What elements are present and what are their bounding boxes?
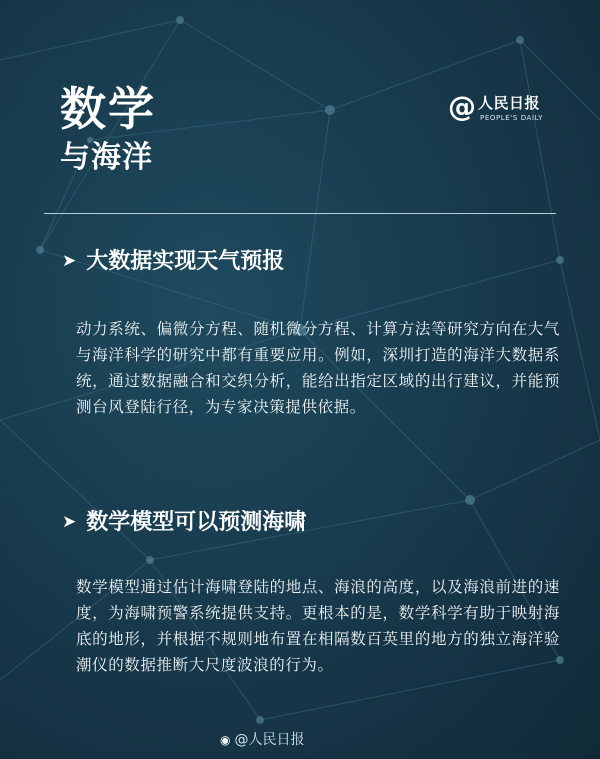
section-heading-weather [62, 247, 284, 276]
weibo-icon: ◉ [220, 733, 231, 747]
section-heading-tsunami [62, 508, 306, 537]
peoples-daily-logo [448, 92, 558, 128]
logo-name: 人民日报 [478, 94, 541, 112]
section-heading-text: 数学模型可以预测海啸 [86, 510, 307, 535]
title-divider [44, 213, 556, 214]
title-line-1: 数学 [60, 82, 156, 136]
at-symbol-icon: @ [448, 90, 476, 123]
logo-subtitle: PEOPLE'S DAILY [480, 114, 544, 122]
section-heading-text: 大数据实现天气预报 [86, 249, 285, 274]
arrow-right-icon: ➤ [62, 251, 77, 271]
title-line-2: 与海洋 [60, 140, 153, 175]
section-body-weather: 动力系统、偏微分方程、随机微分方程、计算方法等研究方向在大气与海洋科学的研究中都有重要应用。例如，深圳打造的海洋大数据系统，通过数据融合和交织分析，能给出指定区域的出行建议，并能预测台风登陆行径，为专家决策提供依据。 [76, 320, 560, 416]
footer-watermark [220, 731, 304, 749]
arrow-right-icon: ➤ [62, 512, 77, 532]
footer-text: @人民日报 [234, 732, 305, 748]
page-title [60, 82, 156, 178]
section-body-tsunami: 数学模型通过估计海啸登陆的地点、海浪的高度，以及海浪前进的速度，为海啸预警系统提供支持。更根本的是，数学科学有助于映射海底的地形，并根据不规则地布置在相隔数百英里的地方的独立海洋验潮仪的数据推断大尺度波浪的行为。 [76, 578, 560, 674]
